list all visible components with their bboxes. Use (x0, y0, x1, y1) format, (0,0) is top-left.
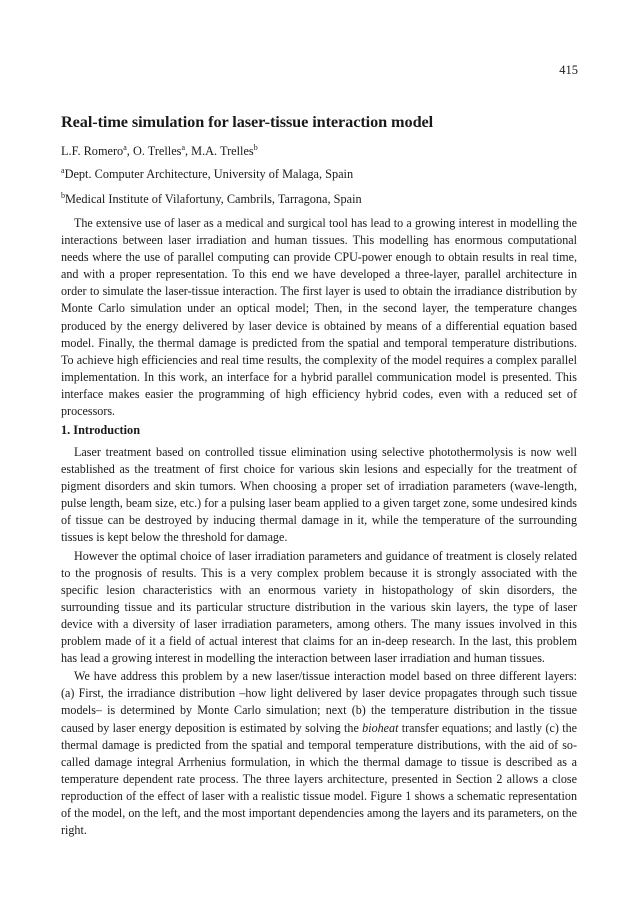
affiliation-mark: a (61, 166, 65, 175)
author-name: O. Trelles (132, 144, 182, 158)
author-affiliation-mark: b (253, 143, 258, 152)
section-heading: 1. Introduction (61, 423, 141, 437)
affiliation-text: Medical Institute of Vilafortuny, Cambrils, Tarragona, Spain (65, 192, 362, 206)
author-affiliation-mark: a (123, 143, 127, 152)
section-body (61, 444, 577, 839)
affiliation-mark: b (61, 191, 65, 200)
body-paragraph: However the optimal choice of laser irradiation parameters and guidance of treatment is closely related to the prognosis of results. This is a very complex problem because it is strongly associated with the specific lesion characteristics with an enormous variety in histopathology of skin disorders, the surrounding tissue and its particular structure distribution in the various skin layers, the type of laser device with a diversity of laser irradiation parameters, among others. The many issues involved in this problem made of it a field of actual interest that claims for an in-deep research. In the last, this problem has lead a growing interest in modelling the interaction between laser irradiation and human tissues. (61, 548, 577, 666)
page-number: 415 (559, 63, 578, 77)
body-paragraph: Laser treatment based on controlled tissue elimination using selective photothermolysis is now well established as the treatment of first choice for various skin lesions and especially for the treatment of pigment disorders and skin tumors. When choosing a proper set of irradiation parameters (wave-length, pulse length, beam size, etc.) for a pulsing laser beam applied to a given target zone, some undesired kinds of tissue can be destroyed by inducing thermal damage in it, while the temperature of the surrounding tissues is kept below the threshold for damage. (61, 445, 577, 545)
abstract: The extensive use of laser as a medical and surgical tool has lead to a growing interest in modelling the interactions between laser irradiation and human tissues. This modelling has enormous computational needs where the use of parallel computing can provide CPU-power enough to obtain results in real time, and with a proper representation. To this end we have developed a three-layer, parallel architecture in order to simulate the laser-tissue interaction. The first layer is used to obtain the irradiance distribution by Monte Carlo simulation under an optical model; Then, in the second layer, the temperature changes produced by the energy delivered by laser device is obtained by means of a differential equation based model. Finally, the thermal damage is predicted from the spatial and temporal temperature distributions. To achieve high efficiencies and real time results, the complexity of the model requires a complex parallel implementation. In this work, an interface for a hybrid parallel communication model is presented. This interface makes easier the programming of high efficiency hybrid codes, even with a reduced set of processors. (61, 216, 577, 419)
paragraph-text: transfer equations; and lastly (c) the thermal damage is predicted from the spatial and temporal temperature distributions, with the aid of so-called damage integral Arrhenius formulation, in which the thermal damage to tissue is described as a temperature dependent rate process. The three layers architecture, presented in Section 2 allows a close reproduction of the effect of laser with a realistic tissue model. Figure 1 shows a schematic representation of the model, on the left, and the most important dependencies among the layers and its parameters, on the right. (61, 720, 577, 838)
italic-term: bioheat (362, 720, 399, 735)
author-separator: , (185, 144, 192, 158)
author-separator: , (126, 144, 133, 158)
author-name: M.A. Trelles (191, 144, 254, 158)
body-paragraph (61, 668, 577, 839)
author-affiliation-mark: a (181, 143, 186, 152)
author-name: L.F. Romero (61, 144, 124, 158)
author-list (61, 143, 258, 160)
affiliation-text: Dept. Computer Architecture, University of Malaga, Spain (64, 167, 354, 181)
affiliation-b (61, 191, 362, 208)
paragraph-text: We have address this problem by a new laser/tissue interaction model based on three different layers: (a) First, the irradiance distribution –how light delivered by laser device propagates through such tissue models– is determined by Monte Carlo simulation; next (b) the temperature distribution in the tissue caused by laser energy deposition is estimated by solving the (61, 669, 577, 735)
paper-title: Real-time simulation for laser-tissue interaction model (61, 112, 434, 131)
affiliation-a (61, 166, 353, 183)
